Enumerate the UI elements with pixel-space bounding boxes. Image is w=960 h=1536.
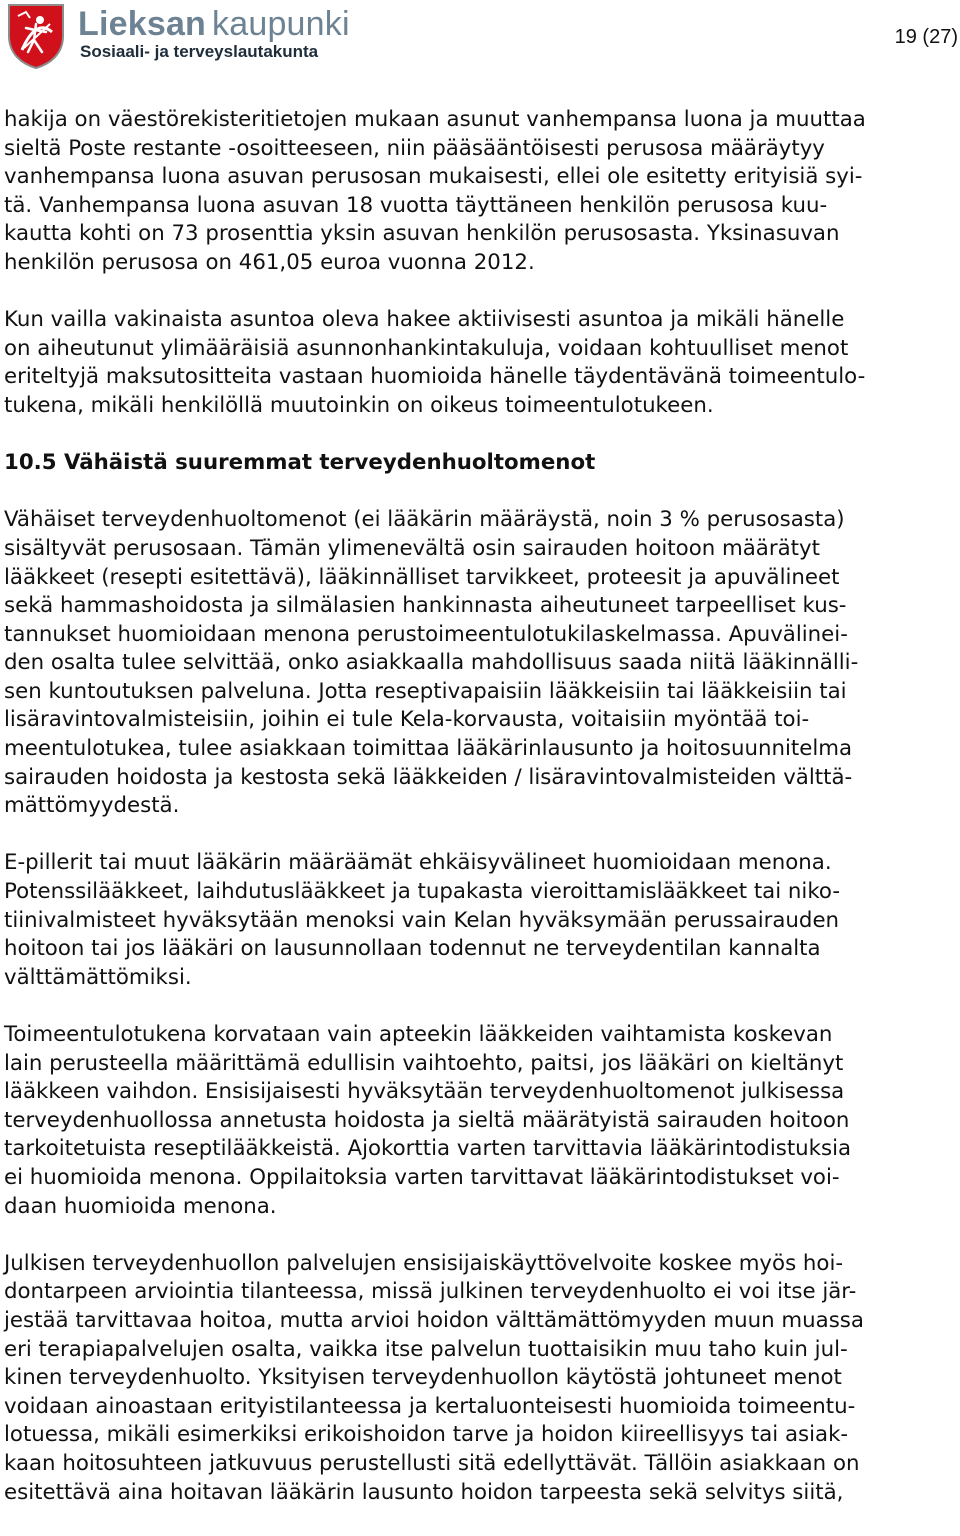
page-number: 19 (27)	[894, 26, 958, 48]
paragraph: E-pillerit tai muut lääkärin määräämät ehkäisyvälineet huomioidaan menona. Potenssilääkkeet, laihdutuslääkkeet ja tupakasta vieroittamislääkkeet tai niko- tiinivalmisteet hyväksytään menoksi vain Kelan hyväksymään perussairauden hoitoon tai jos lääkäri on lausunnollaan todennut ne terveydentilan kannalta välttämättömiksi.	[4, 850, 841, 990]
paragraph: Kun vailla vakinaista asuntoa oleva hakee aktiivisesti asuntoa ja mikäli hänelle on aiheutunut ylimääräisiä asunnonhankintakuluja, voidaan kohtuulliset menot eriteltyjä maksutositteita vastaan huomioida hänelle täydentävänä toimeentulo- tukena, mikäli henkilöllä muutoinkin on oikeus toimeentulotukeen.	[4, 307, 866, 418]
paragraph: Julkisen terveydenhuollon palvelujen ensisijaiskäyttövelvoite koskee myös hoi- dontarpeen arviointia tilanteessa, missä julkinen terveydenhuolto ei voi itse jär- jestää tarvittavaa hoitoa, mutta arvioi hoidon välttämättömyyden muun muassa eri terapiapalvelujen osalta, vaikka itse palvelun tuottaisikin muu taho kuin jul- kinen terveydenhuolto. Yksityisen terveydenhuollon käytöstä johtuneet menot voidaan ainoastaan erityistilanteessa ja kertaluonteisesti huomioida toimeentu- lotuessa, mikäli esimerkiksi erikoishoidon tarve ja hoidon kiireellisyys tai asiak- kaan hoitosuhteen jatkuvuus perustellusti sitä edellyttävät. Tällöin asiakkaan on esitettävä aina hoitavan lääkärin lausunto hoidon tarpeesta sekä selvitys siitä,	[4, 1250, 864, 1505]
paragraph: Toimeentulotukena korvataan vain apteekin lääkkeiden vaihtamista koskevan lain perusteella määrittämä edullisin vaihtoehto, paitsi, jos lääkäri on kieltänyt lääkkeen vaihdon. Ensisijaisesti hyväksytään terveydenhuoltomenot julkisessa terveydenhuollossa annetusta hoidosta ja sieltä määrätyistä sairauden hoitoon tarkoitetuista reseptilääkkeistä. Ajokorttia varten tarvittavia lääkärintodistuksia ei huomioida menona. Oppilaitoksia varten tarvittavat lääkärintodistukset voi- daan huomioida menona.	[4, 1022, 852, 1219]
brand-subtitle: Sosiaali- ja terveyslautakunta	[80, 42, 319, 61]
paragraph: Vähäiset terveydenhuoltomenot (ei lääkärin määräystä, noin 3 % perusosasta) sisältyvät perusosaan. Tämän ylimenevältä osin sairauden hoitoon määrätyt lääkkeet (resepti esitettävä), lääkinnälliset tarvikkeet, proteesit ja apuvälineet sekä hammashoidosta ja silmälasien hankinnasta aiheutuneet tarpeelliset kus- tannukset huomioidaan menona perustoimeentulotukilaskelmassa. Apuvälinei- den osalta tulee selvittää, onko asiakkaalla mahdollisuus saada niitä lääkinnälli- sen kuntoutuksen palveluna. Jotta reseptivapaisiin lääkkeisiin tai lääkkeisiin tai lisäravintovalmisteisiin, joihin ei tule Kela-korvausta, voitaisiin myöntää toi- meentulotukea, tulee asiakkaan toimittaa lääkärinlausunto ja hoitosuunnitelma sairauden hoidosta ja kestosta sekä lääkkeiden / lisäravintovalmisteiden välttä- mättömyydestä.	[4, 507, 859, 819]
section-heading: 10.5 Vähäistä suuremmat terveydenhuoltomenot	[4, 450, 596, 476]
lieksa-coat-of-arms-icon	[6, 2, 66, 70]
paragraph: hakija on väestörekisteritietojen mukaan asunut vanhempansa luona ja muuttaa sieltä Poste restante -osoitteeseen, niin pääsääntöisesti perusosa määräytyy vanhempansa luona asuvan perusosan mukaisesti, ellei ole esitetty erityisiä syi- tä. Vanhempansa luona asuvan 18 vuotta täyttäneen henkilön perusosa kuu- kautta kohti on 73 prosenttia yksin asuvan henkilön perusosasta. Yksinasuvan henkilön perusosa on 461,05 euroa vuonna 2012.	[4, 107, 866, 275]
brand-name: Lieksan	[78, 5, 207, 43]
brand-block	[78, 4, 350, 62]
brand-suffix: kaupunki	[212, 5, 350, 43]
page-header	[0, 0, 960, 80]
brand-title	[78, 4, 350, 44]
document-body	[4, 106, 960, 1536]
